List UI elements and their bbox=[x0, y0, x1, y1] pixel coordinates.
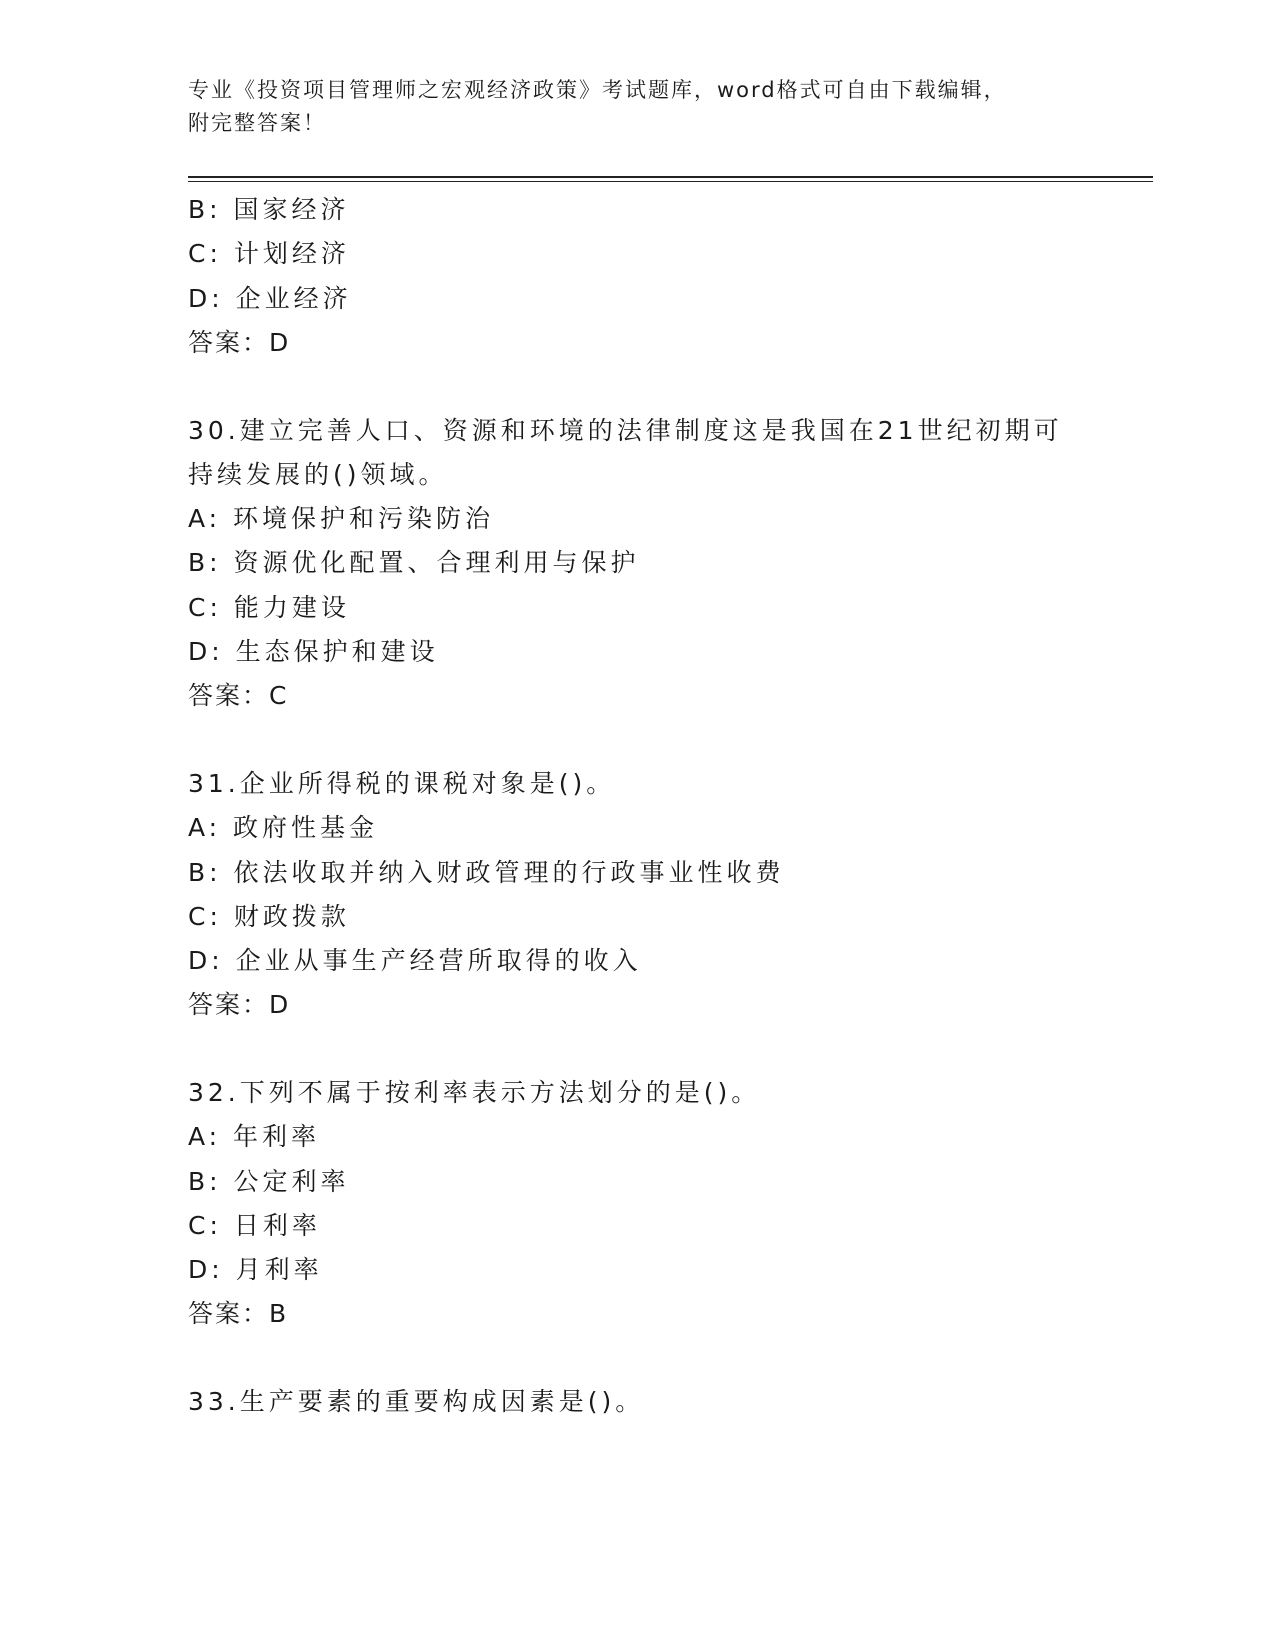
q31-stem: 31.企业所得税的课税对象是()。 bbox=[188, 769, 616, 798]
q31-answer: 答案：D bbox=[188, 990, 291, 1019]
q29-option-d: D: 企业经济 bbox=[188, 284, 352, 313]
q30-option-a: A: 环境保护和污染防治 bbox=[188, 504, 495, 533]
q30-stem-line-2: 持续发展的()领域。 bbox=[188, 460, 448, 489]
q30-option-c: C: 能力建设 bbox=[188, 593, 350, 622]
q29-option-b: B: 国家经济 bbox=[188, 195, 350, 224]
q30-option-b: B: 资源优化配置、合理利用与保护 bbox=[188, 548, 640, 577]
header-rule-thick bbox=[188, 176, 1153, 178]
header-line-2: 附完整答案！ bbox=[188, 111, 326, 135]
document-header bbox=[188, 74, 1088, 140]
q30-answer: 答案：C bbox=[188, 681, 289, 710]
q32-option-b: B: 公定利率 bbox=[188, 1167, 350, 1196]
q32-answer: 答案：B bbox=[188, 1299, 289, 1328]
q31-option-c: C: 财政拨款 bbox=[188, 902, 350, 931]
q32-option-a: A: 年利率 bbox=[188, 1122, 321, 1151]
q33-stem: 33.生产要素的重要构成因素是()。 bbox=[188, 1387, 645, 1416]
q32-option-c: C: 日利率 bbox=[188, 1211, 321, 1240]
q31-option-b: B: 依法收取并纳入财政管理的行政事业性收费 bbox=[188, 858, 785, 887]
q29-answer: 答案：D bbox=[188, 328, 291, 357]
q32-stem: 32.下列不属于按利率表示方法划分的是()。 bbox=[188, 1078, 761, 1107]
q32-option-d: D: 月利率 bbox=[188, 1255, 323, 1284]
header-line-1: 专业《投资项目管理师之宏观经济政策》考试题库，word格式可自由下载编辑， bbox=[188, 78, 1007, 102]
q29-option-c: C: 计划经济 bbox=[188, 239, 350, 268]
q30-stem-line-1: 30.建立完善人口、资源和环境的法律制度这是我国在21世纪初期可 bbox=[188, 416, 1063, 445]
q31-option-a: A: 政府性基金 bbox=[188, 813, 379, 842]
q31-option-d: D: 企业从事生产经营所取得的收入 bbox=[188, 946, 642, 975]
q30-option-d: D: 生态保护和建设 bbox=[188, 637, 439, 666]
header-rule-thin bbox=[188, 181, 1153, 182]
